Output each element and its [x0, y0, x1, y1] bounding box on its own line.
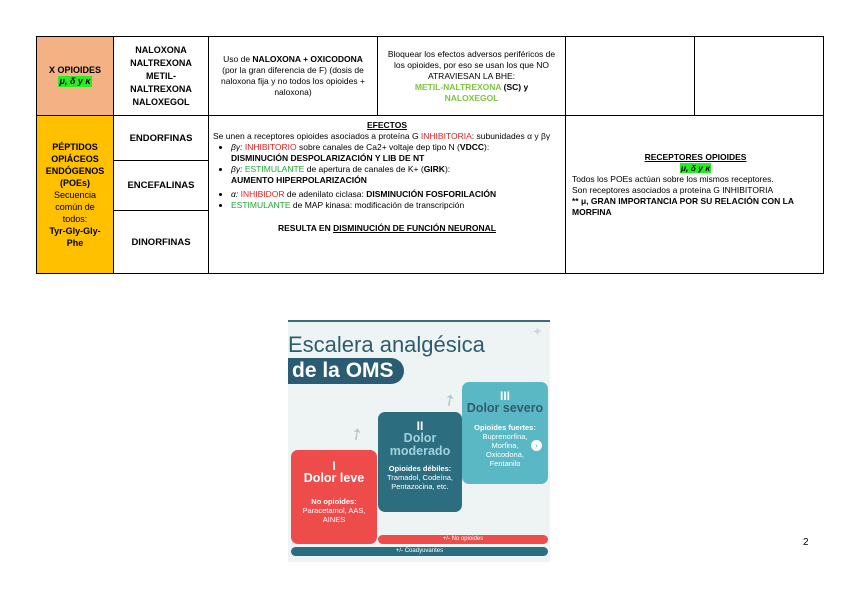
row2-label-cell: PÉPTIDOS OPIÁCEOS ENDÓGENOS (POEs) Secuencia común de todos: Tyr-Gly-Gly- Phe: [36, 115, 114, 274]
row1-block-cell: [377, 36, 566, 116]
receptors-line: ** μ, GRAN IMPORTANCIA POR SU RELACIÓN CON LA MORFINA: [572, 196, 794, 217]
row1-empty-cell-2: [694, 36, 824, 116]
row1-use-cell: [208, 36, 378, 116]
drug-item: NALOXONA: [135, 44, 187, 55]
top-divider: [288, 320, 550, 322]
peptide-encefalinas: ENCEFALINAS: [113, 160, 209, 211]
effect-item: • ESTIMULANTE de MAP kinasa: modificación de transcripción: [231, 200, 561, 211]
ladder-step-2: II Dolor moderado Opioides débiles: Tramadol, Codeína, Pentazocina, etc.: [378, 412, 462, 512]
arrow-up-icon: ➚: [346, 423, 368, 446]
analgesic-ladder-infographic: [288, 320, 550, 562]
drug-item: METIL-: [146, 70, 176, 81]
row1-label-cell: [36, 36, 114, 116]
peptide-dinorfinas: DINORFINAS: [113, 210, 209, 274]
infographic-title: Escalera analgésica: [288, 332, 485, 357]
coadyuvantes-bar: +/- Coadyuvantes: [291, 547, 548, 556]
receptors-greek: μ, δ y κ: [680, 163, 711, 173]
sparkle-icon: ✦: [532, 324, 543, 339]
drug-item: NALOXEGOL: [132, 96, 190, 107]
effect-item: • α: INHIBIDOR de adenilato ciclasa: DISMINUCIÓN FOSFORILACIÓN: [231, 189, 561, 200]
receptors-line: Todos los POEs actúan sobre los mismos receptores.: [572, 174, 774, 184]
row1-greek: μ, δ y κ: [59, 76, 91, 86]
effects-cell: [208, 115, 566, 274]
receptors-title: RECEPTORES OPIOIDES: [644, 152, 747, 162]
effects-intro: Se unen a receptores opioides asociados a proteína G INHIBITORIA: subunidades α y βγ: [213, 131, 551, 141]
row1-label: X OPIOIDES: [48, 65, 101, 75]
page-number: 2: [803, 537, 809, 548]
opioid-table: [36, 36, 824, 274]
no-opioides-bar: +/- No opioides: [378, 535, 548, 544]
effects-title: EFECTOS: [367, 120, 407, 130]
chevron-right-icon: ›: [531, 440, 542, 451]
effect-item: • βγ: INHIBITORIO sobre canales de Ca2+ voltaje dep tipo N (VDCC): DISMINUCIÓN DESPOLARIZACIÓN Y LIB DE NT: [231, 142, 561, 164]
receptors-line: Son receptores asociados a proteína G INHIBITORIA: [572, 185, 774, 195]
ladder-step-3: III Dolor severo Opioides fuertes: Buprenorfina, Morfina, Oxicodona, Fentanilo ›: [462, 382, 548, 484]
arrow-up-icon: ➚: [439, 389, 461, 412]
row1-drugs-cell: [113, 36, 209, 116]
row1-use-text: Uso de NALOXONA + OXICODONA (por la gran diferencia de F) (dosis de naloxona fija y no todos los opioides + naloxona): [221, 54, 365, 97]
drug-item: NALTREXONA: [130, 57, 192, 68]
receptors-cell: [565, 115, 824, 274]
effects-result: RESULTA EN DISMINUCIÓN DE FUNCIÓN NEURONAL: [277, 223, 496, 233]
effect-item: • βγ: ESTIMULANTE de apertura de canales de K+ (GIRK): AUMENTO HIPERPOLARIZACIÓN: [231, 164, 561, 186]
row1-empty-cell-1: [565, 36, 695, 116]
ladder-step-1: I Dolor leve No opioides: Paracetamol, AAS, AINES: [291, 450, 377, 544]
row1-block-text: Bloquear los efectos adversos periféricos de los opioides, por eso se usan los que NO ATRAVIESAN LA BHE: METIL-NALTREXONA (SC) y NALOXEGOL: [387, 48, 556, 103]
effects-list: [213, 142, 561, 211]
infographic-subtitle: de la OMS: [288, 358, 404, 384]
drug-item: NALTREXONA: [130, 83, 192, 94]
peptide-endorfinas: ENDORFINAS: [113, 115, 209, 161]
